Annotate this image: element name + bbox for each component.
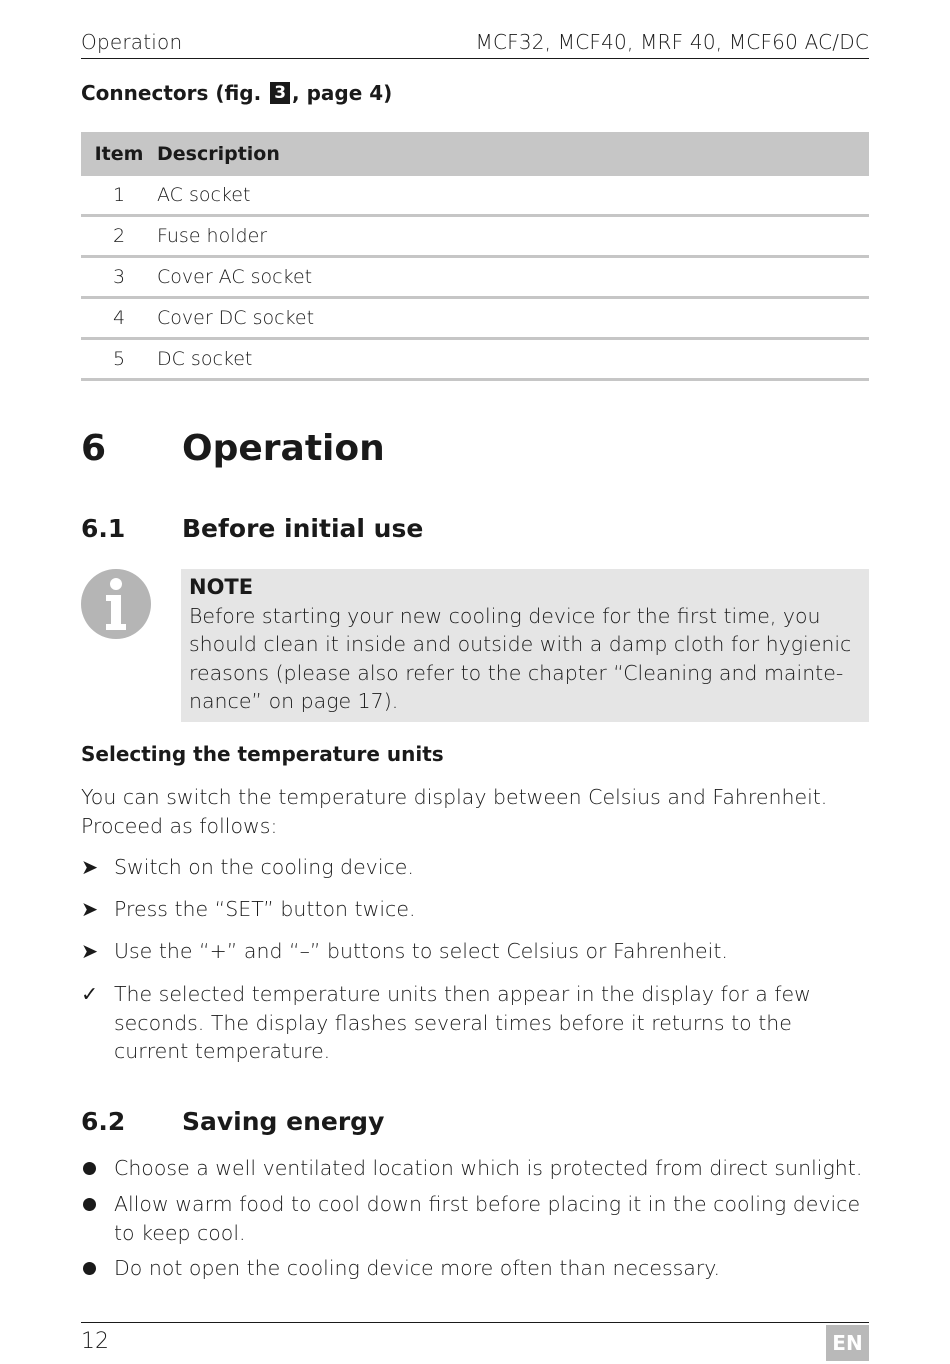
section-title: Before initial use — [182, 514, 424, 543]
note-body: Before starting your new cooling device for the first time, you should clean it inside and outside with a damp cloth for hygienic reasons (please also refer to the chapter “Cleaning and mainte-nance” on page 17). — [189, 603, 852, 713]
section-6-1-heading — [81, 512, 423, 546]
result-item — [81, 980, 871, 1066]
note-title: NOTE — [189, 575, 254, 599]
step-text: Use the “+” and “–” buttons to select Celsius or Fahrenheit. — [114, 939, 728, 963]
item-cell: 2 — [81, 216, 157, 257]
column-header-item: Item — [94, 143, 144, 165]
list-item — [81, 1254, 871, 1283]
section-title: Saving energy — [182, 1107, 385, 1136]
connectors-title-post: , page 4) — [292, 81, 393, 105]
item-cell: 3 — [81, 257, 157, 298]
section-number: 6.1 — [81, 514, 126, 543]
table-row — [81, 257, 869, 298]
arrow-icon: ➤ — [81, 855, 99, 879]
result-text: The selected temperature units then appear in the display for a few seconds. The display flashes several times before it returns to the current temperature. — [114, 982, 811, 1063]
bullet-text: Allow warm food to cool down first before placing it in the cooling device to keep cool. — [114, 1192, 861, 1245]
table-row — [81, 176, 869, 216]
language-badge: EN — [826, 1325, 869, 1361]
bullet-text: Choose a well ventilated location which is protected from direct sunlight. — [114, 1156, 863, 1180]
step-text: Press the “SET” button twice. — [114, 897, 416, 921]
temperature-units-intro: You can switch the temperature display between Celsius and Fahrenheit. Proceed as follows: — [81, 785, 828, 838]
step-item — [81, 937, 871, 966]
list-item — [81, 1190, 871, 1247]
figure-number-box: 3 — [270, 82, 290, 104]
step-text: Switch on the cooling device. — [114, 855, 414, 879]
bullet-icon — [83, 1162, 96, 1175]
bullet-icon — [83, 1198, 96, 1211]
page-header — [81, 28, 869, 59]
section-6-2-heading — [81, 1105, 384, 1139]
description-cell: Cover AC socket — [157, 257, 869, 298]
description-cell: Cover DC socket — [157, 298, 869, 339]
step-item — [81, 895, 871, 924]
note-box — [181, 569, 869, 722]
page-number: 12 — [81, 1329, 109, 1354]
section-6-heading — [81, 425, 385, 473]
bullet-icon — [83, 1262, 96, 1275]
step-item — [81, 853, 871, 882]
info-icon — [81, 569, 151, 639]
list-item — [81, 1154, 871, 1183]
header-models: MCF32, MCF40, MRF 40, MCF60 AC/DC — [475, 30, 869, 54]
table-row — [81, 339, 869, 380]
item-cell: 4 — [81, 298, 157, 339]
item-cell: 1 — [81, 176, 157, 216]
item-cell: 5 — [81, 339, 157, 380]
bullet-text: Do not open the cooling device more often than necessary. — [114, 1256, 721, 1280]
section-title: Operation — [182, 428, 385, 469]
connectors-heading — [81, 78, 392, 108]
section-number: 6 — [81, 428, 107, 469]
arrow-icon: ➤ — [81, 939, 99, 963]
description-cell: DC socket — [157, 339, 869, 380]
description-cell: Fuse holder — [157, 216, 869, 257]
section-number: 6.2 — [81, 1107, 126, 1136]
column-header-description: Description — [157, 143, 280, 165]
table-header-row — [81, 132, 869, 176]
checkmark-icon: ✓ — [81, 982, 99, 1006]
arrow-icon: ➤ — [81, 897, 99, 921]
header-section: Operation — [81, 30, 183, 54]
description-cell: AC socket — [157, 176, 869, 216]
connectors-title-pre: Connectors (fig. — [81, 81, 262, 105]
table-row — [81, 298, 869, 339]
table-row — [81, 216, 869, 257]
connectors-table — [81, 132, 869, 381]
footer-divider — [81, 1322, 869, 1323]
temperature-units-heading: Selecting the temperature units — [81, 742, 444, 766]
